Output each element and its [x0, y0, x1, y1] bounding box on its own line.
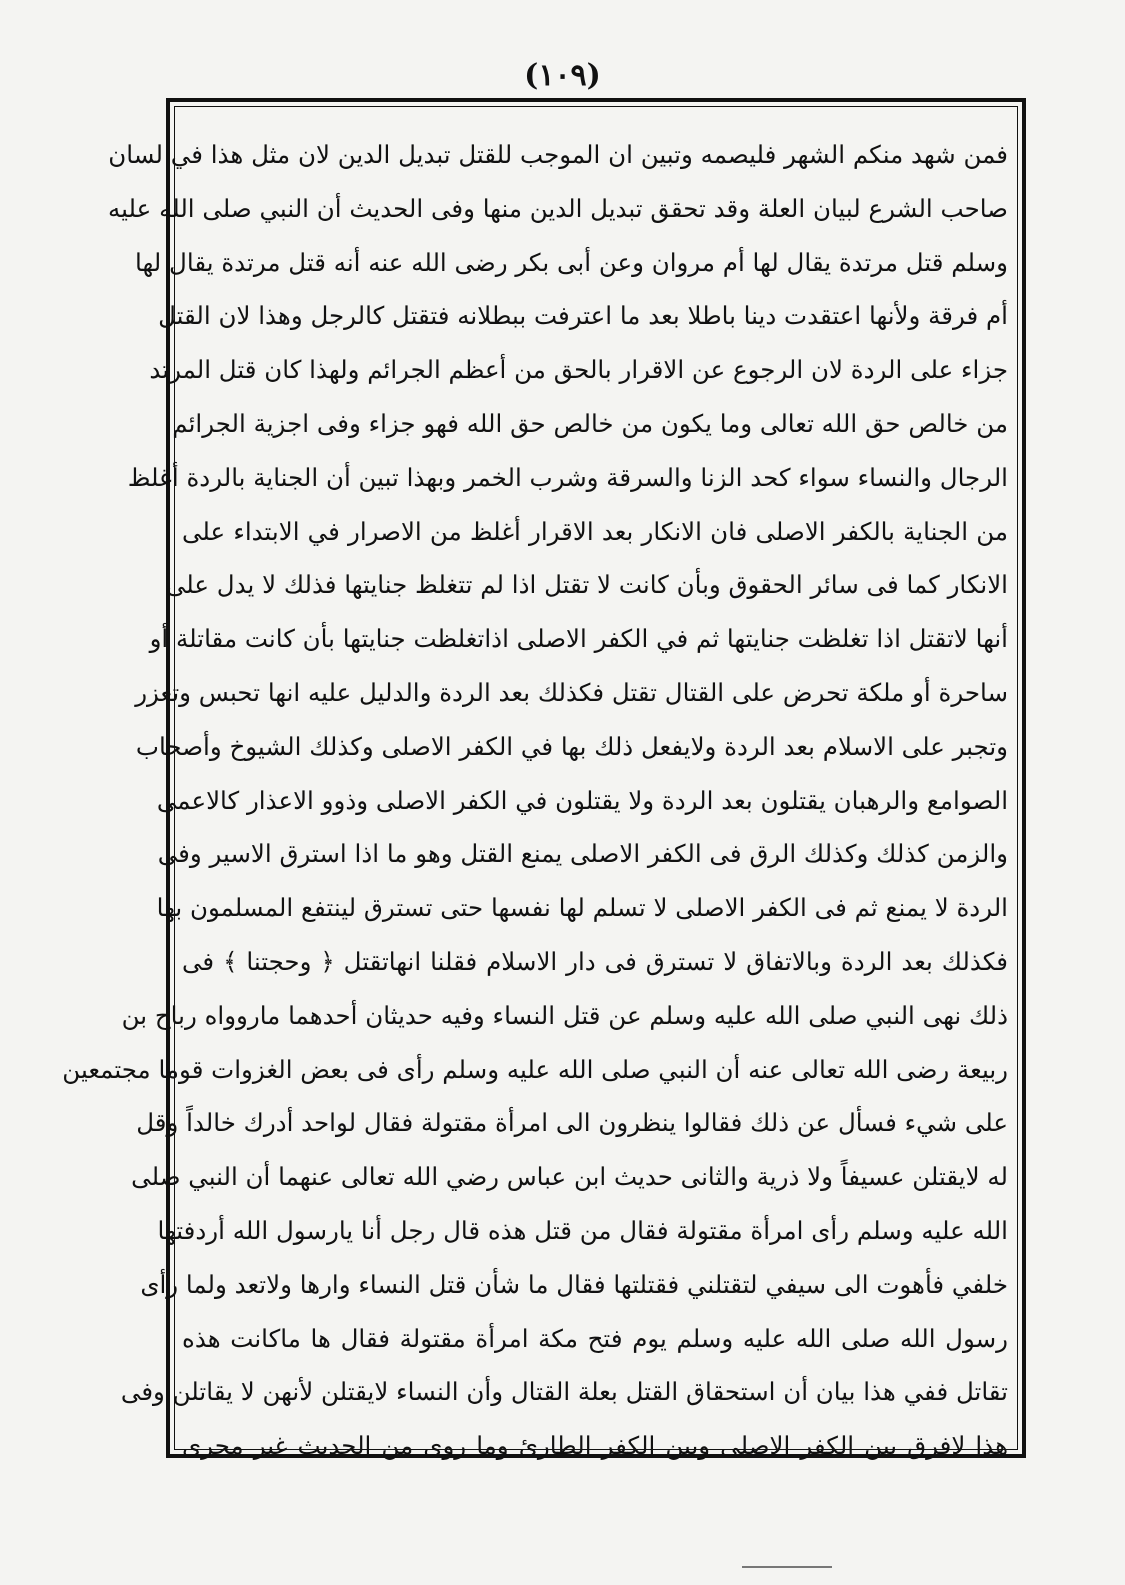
text-line: على شيء فسأل عن ذلك فقالوا ينظرون الى امرأة مقتولة فقال لواحد أدرك خالداً وقل [136, 1108, 1008, 1138]
text-line: وسلم قتل مرتدة يقال لها أم مروان وعن أبى بكر رضى الله عنه أنه قتل مرتدة يقال لها [135, 247, 1008, 277]
text-line: الله عليه وسلم رأى امرأة مقتولة فقال من قتل هذه قال رجل أنا يارسول الله أردفتها [157, 1215, 1008, 1245]
text-line: ربيعة رضى الله تعالى عنه أن النبي صلى الله عليه وسلم رأى فى بعض الغزوات قوما مجتمعين [62, 1054, 1008, 1084]
text-line: تقاتل ففي هذا بيان أن استحقاق القتل بعلة القتال وأن النساء لايقتلن لأنهن لا يقاتلن وفى [120, 1377, 1008, 1407]
text-line: أم فرقة ولأنها اعتقدت دينا باطلا بعد ما اعترفت ببطلانه فتقتل كالرجل وهذا لان القتل [158, 301, 1008, 331]
text-line: هذا لافرق بين الكفر الاصلى وبين الكفر الطارئ وما روى من الحديث غير مجرى [182, 1431, 1008, 1461]
text-line: ذلك نهى النبي صلى الله عليه وسلم عن قتل النساء وفيه حديثان أحدهما ماروواه رباح بن [121, 1000, 1008, 1030]
text-line: ساحرة أو ملكة تحرض على القتال تقتل فكذلك بعد الردة والدليل عليه انها تحبس وتعزر [135, 677, 1008, 707]
text-line: فمن شهد منكم الشهر فليصمه وتبين ان الموجب للقتل تبديل الدين لان مثل هذا في لسان [108, 140, 1008, 169]
text-line: الرجال والنساء سواء كحد الزنا والسرقة وشرب الخمر وبهذا تبين أن الجناية بالردة أغلظ [127, 462, 1008, 492]
text-line: الانكار كما فى سائر الحقوق وبأن كانت لا تقتل اذا لم تتغلظ جنايتها فذلك لا يدل على [165, 570, 1008, 600]
text-line: له لايقتلن عسيفاً ولا ذرية والثانى حديث ابن عباس رضي الله تعالى عنهما أن النبي صلى [131, 1162, 1008, 1192]
text-line: صاحب الشرع لبيان العلة وقد تحقق تبديل الدين منها وفى الحديث أن النبي صلى الله عليه [108, 193, 1008, 223]
body-text [62, 128, 1008, 1473]
text-line: أنها لاتقتل اذا تغلظت جنايتها ثم في الكفر الاصلى اذاتغلظت جنايتها بأن كانت مقاتلة أو [149, 624, 1008, 654]
text-line: فكذلك بعد الردة وبالاتفاق لا تسترق فى دار الاسلام فقلنا انهاتقتل ﴿ وحجتنا ﴾ فى [182, 946, 1008, 976]
text-line: من خالص حق الله تعالى وما يكون من خالص حق الله فهو جزاء وفى اجزية الجرائم [172, 408, 1008, 438]
text-line: من الجناية بالكفر الاصلى فان الانكار بعد الاقرار أغلظ من الاصرار في الابتداء على [182, 516, 1008, 546]
scan-edge-mark [742, 1566, 832, 1568]
page-number: (١٠٩) [524, 58, 601, 93]
text-line: الردة لا يمنع ثم فى الكفر الاصلى لا تسلم لها نفسها حتى تسترق لينتفع المسلمون بها [156, 893, 1008, 923]
text-line: خلفي فأهوت الى سيفي لتقتلني فقتلتها فقال ما شأن قتل النساء وارها ولاتعد ولما رأى [140, 1269, 1008, 1299]
text-line: الصوامع والرهبان يقتلون بعد الردة ولا يقتلون في الكفر الاصلى وذوو الاعذار كالاعمى [156, 785, 1008, 815]
text-line: جزاء على الردة لان الرجوع عن الاقرار بالحق من أعظم الجرائم ولهذا كان قتل المرتد [149, 355, 1008, 385]
text-line: والزمن كذلك وكذلك الرق فى الكفر الاصلى يمنع القتل وهو ما اذا استرق الاسير وفى [157, 839, 1008, 869]
text-line: وتجبر على الاسلام بعد الردة ولايفعل ذلك بها في الكفر الاصلى وكذلك الشيوخ وأصحاب [135, 731, 1008, 761]
text-line: رسول الله صلى الله عليه وسلم يوم فتح مكة امرأة مقتولة فقال ها ماكانت هذه [182, 1323, 1008, 1353]
